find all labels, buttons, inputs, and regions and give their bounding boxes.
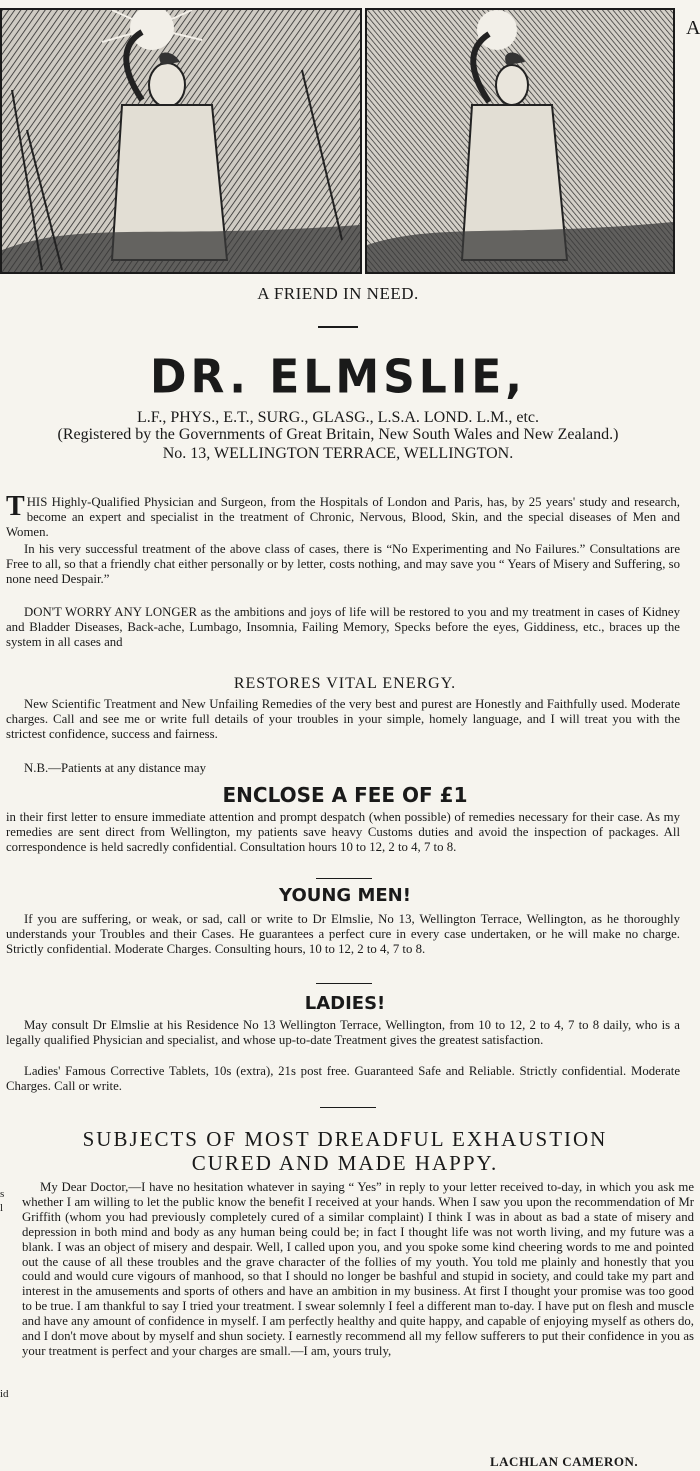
section-heading [0,1127,690,1175]
signature: LACHLAN CAMERON. [490,1454,639,1469]
edge-fragment: s [0,1188,5,1200]
paragraph: Ladies' Famous Corrective Tablets, 10s (extra), 21s post free. Guaranteed Safe and Reliable. Strictly confidential. Moderate Charges. Call or write. [6,1064,680,1093]
woodcut-illustration-right [365,8,675,274]
woman-with-torch-engraving [2,10,360,272]
sub-heading: A FRIEND IN NEED. [257,284,419,303]
section-heading: ENCLOSE A FEE OF £1 [222,783,468,807]
divider [316,878,372,879]
credentials [0,409,676,462]
paragraph: May consult Dr Elmslie at his Residence No 13 Wellington Terrace, Wellington, from 10 to 12, 2 to 4, 7 to 8 daily, who is a legally qualified Physician and specialist, and whose up-to-date Treatment gives the greatest satisfaction. [6,1018,680,1047]
paragraph: DON'T WORRY ANY LONGER as the ambitions and joys of life will be restored to you and my treatment in cases of Kidney and Bladder Diseases, Back-ache, Lumbago, Insomnia, Failing Memory, Specks before the eyes, Giddiness, etc., braces up the system in all cases and [6,605,680,649]
intro-paragraph: THIS Highly-Qualified Physician and Surgeon, from the Hospitals of London and Paris, has, by 25 years' study and research, become an expert and specialist in the treatment of Chronic, Nervous, Blood, Skin, and the special diseases of Men and Women. [6,491,680,539]
testimonial-letter: My Dear Doctor,—I have no hesitation whatever in saying “ Yes” in reply to your letter received to-day, in which you ask me whether I am willing to let the public know the benefit I received at your hands. When I saw you upon the recommendation of Mr Griffith (whom you had previously completely cured of a similar complaint) I think I was in about as bad a state of misery and depression in both mind and body as any human being could be; in fact I thought life was not worth living, and my future was a blank. I was an object of misery and despair. Well, I called upon you, and you spoke some kind cheering words to me and pointed out the cause of all these troubles and the grave character of the follies of my youth. You told me plainly and honestly that you could and would cure vigours of manhood, so that I should no longer be bashful and stupid in society, and could take my part and interest in the amusements and sports of others and have an ambition in my business. At first I thought your promise was too good to be true. I am thankful to say I tried your treatment. I swear solemnly I feel a different man to-day. I have put on flesh and muscle and have any amount of confidence in myself. I am perfectly healthy and quite happy, and capable of enjoying myself as others do, and I don't move about by myself and shun society. I earnestly recommend all my fellow sufferers to put their confidence in you as your treatment is perfect and your charges are small.—I am, yours truly, [22,1180,694,1358]
edge-fragment: l [0,1202,4,1214]
paragraph: N.B.—Patients at any distance may [24,761,206,775]
divider [320,1107,376,1108]
divider [316,983,372,984]
credentials-line: L.F., PHYS., E.T., SURG., GLASG., L.S.A. LOND. L.M., etc. [137,409,539,426]
paragraph: If you are suffering, or weak, or sad, call or write to Dr Elmslie, No 13, Wellington Terrace, Wellington, as he thoroughly understands your Troubles and their Cases. He guarantees a perfect cure in every case undertaken, or he will make no charge. Strictly confidential. Moderate Charges. Consulting hours, 10 to 12, 2 to 4, 7 to 8. [6,912,680,956]
section-heading: YOUNG MEN! [279,885,411,906]
page-title: DR. ELMSLIE, [149,350,526,405]
section-heading: RESTORES VITAL ENERGY. [233,675,457,692]
divider [318,326,358,328]
subjects-line: SUBJECTS OF MOST DREADFUL EXHAUSTION [82,1127,608,1151]
subjects-line: CURED AND MADE HAPPY. [191,1151,499,1175]
address: No. 13, WELLINGTON TERRACE, WELLINGTON. [162,445,514,462]
woodcut-illustration-left [0,8,362,274]
edge-fragment: A [686,17,700,39]
paragraph: New Scientific Treatment and New Unfailing Remedies of the very best and purest are Honestly and Faithfully used. Moderate charges. Call and see me or write full details of your troubles in your simple, homely language, and I will treat you with the strictest confidence, success and fairness. [6,697,680,741]
registration-note: (Registered by the Governments of Great Britain, New South Wales and New Zealand.) [57,426,619,443]
paragraph: in their first letter to ensure immediate attention and prompt despatch (when possible) of remedies necessary for their case. As my remedies are sent direct from Wellington, my patients save heavy Customs duties and avoid the inspection of packages. All correspondence is held sacredly confidential. Consultation hours 10 to 12, 2 to 4, 7 to 8. [6,810,680,854]
section-heading: LADIES! [304,993,386,1014]
woman-with-torch-engraving [367,10,673,272]
edge-fragment: id [0,1388,9,1400]
paragraph: In his very successful treatment of the above class of cases, there is “No Experimenting and No Failures.” Consultations are Free to all, so that a friendly chat either personally or by letter, costs nothing, and may save you “ Years of Misery and Suffering, so none need Despair.” [6,542,680,586]
